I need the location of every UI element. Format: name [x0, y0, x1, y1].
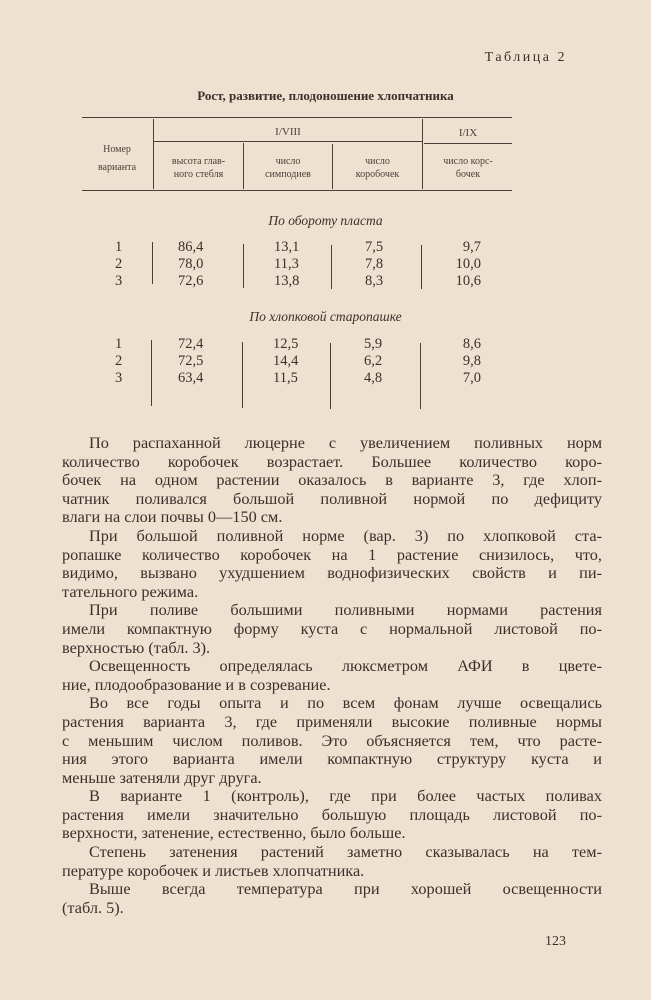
text-line: ропашке количество коробочек на 1 растение снизилось, что,	[62, 544, 602, 564]
paragraph	[62, 657, 602, 694]
text-line: верхности, затенение, естественно, было больше.	[62, 823, 406, 843]
variant-column	[115, 239, 122, 290]
column-divider	[243, 244, 244, 288]
cell: 7,0	[462, 370, 481, 386]
height-column	[178, 239, 203, 290]
header-line: варианта	[97, 162, 137, 173]
paragraph	[62, 601, 602, 657]
cell: 4,8	[364, 370, 383, 386]
header-line: бочек	[455, 169, 481, 180]
text-line: Степень затенения растений заметно сказывалась на тем-	[89, 842, 602, 862]
cell: 9,7	[462, 239, 481, 255]
text-line: меньше затеняли друг друга.	[62, 767, 262, 787]
header-line: коробочек	[355, 169, 400, 180]
cell: 11,3	[274, 256, 299, 272]
table-title: Рост, развитие, плодоношение хлопчатника	[197, 88, 454, 103]
text-line: пературе коробочек и листьев хлопчатника.	[62, 860, 365, 880]
cell: 2	[115, 353, 123, 369]
cell: 1	[115, 239, 123, 255]
cell: 72,4	[178, 336, 204, 352]
text-line: По распаханной люцерне с увеличением поливных норм	[89, 433, 602, 452]
cell: 7,8	[365, 256, 384, 272]
header-line: число	[365, 156, 390, 167]
column-divider	[242, 342, 243, 408]
column-divider	[152, 242, 153, 284]
paragraph	[62, 787, 602, 843]
cell: 63,4	[178, 370, 204, 386]
section-title: По обороту пласта	[268, 213, 383, 228]
text-line: (табл. 5).	[62, 897, 124, 917]
text-line: с меньшим числом поливов. Это объясняется тем, что расте-	[62, 730, 602, 750]
text-line: видимо, вызвано ухудшением воднофизических свойств и пи-	[62, 563, 602, 583]
header-group-2: I/IX	[458, 127, 478, 139]
cell: 10,6	[455, 273, 481, 289]
group-rule	[424, 143, 512, 144]
table-label: Таблица 2	[484, 50, 567, 65]
text-line: чатник поливался большой поливной нормой по дефициту	[62, 488, 602, 508]
text-line: имели компактную форму куста с нормальной листовой по-	[62, 618, 602, 638]
group-rule	[154, 141, 422, 142]
header-bottom-rule	[82, 190, 512, 191]
text-line: количество коробочек возрастает. Большее количество коро-	[62, 451, 602, 471]
cell: 9,8	[462, 353, 481, 369]
bolls-column	[364, 336, 382, 387]
cell: 3	[115, 370, 123, 386]
paragraph	[62, 843, 602, 880]
text-line: верхностью (табл. 3).	[62, 637, 211, 657]
header-line: ного стебля	[173, 169, 224, 180]
bolls-ix-column	[451, 336, 481, 387]
cell: 3	[115, 273, 123, 289]
cell: 78,0	[178, 256, 204, 272]
variant-column	[115, 336, 122, 387]
cell: 14,4	[273, 353, 299, 369]
column-divider	[421, 245, 422, 289]
header-line: число корс-	[443, 156, 493, 167]
cell: 12,5	[273, 336, 299, 352]
page-number: 123	[545, 934, 566, 949]
text-line: растения имели значительно большую площадь листовой по-	[62, 804, 602, 824]
cell: 11,5	[273, 370, 298, 386]
cell: 1	[115, 336, 123, 352]
cell: 13,8	[274, 273, 300, 289]
column-divider	[151, 340, 152, 406]
cell: 72,6	[178, 273, 204, 289]
text-line: Освещенность определялась люксметром АФИ в цвете-	[89, 656, 602, 676]
section-title: По хлопковой старопашке	[249, 309, 402, 324]
body-text	[62, 434, 602, 917]
header-line: число	[275, 156, 301, 167]
column-divider	[330, 343, 331, 409]
header-col-height	[154, 155, 243, 181]
sympodia-column	[274, 239, 299, 290]
header-col-bolls	[333, 155, 422, 181]
paragraph	[62, 880, 602, 917]
cell: 5,9	[364, 336, 383, 352]
text-line: Выше всегда температура при хорошей освещенности	[89, 879, 602, 899]
paragraph	[62, 694, 602, 787]
header-line: Номер	[103, 144, 131, 155]
bolls-ix-column	[451, 239, 481, 290]
cell: 8,3	[365, 273, 384, 289]
text-line: влаги на слои почвы 0—150 см.	[62, 507, 283, 527]
header-col-bolls-ix	[424, 155, 512, 181]
cell: 72,5	[178, 353, 204, 369]
header-group-1: I/VIII	[275, 126, 301, 138]
column-divider	[422, 119, 423, 189]
header-line: симподиев	[265, 169, 311, 180]
bolls-column	[365, 239, 383, 290]
text-line: растения варианта 3, где применяли высокие поливные нормы	[62, 711, 602, 731]
cell: 6,2	[364, 353, 383, 369]
cell: 2	[115, 256, 123, 272]
header-variant	[82, 141, 152, 177]
height-column	[178, 336, 203, 387]
text-line: бочек на одном растении оказалось в варианте 3, где хлоп-	[62, 470, 602, 490]
sympodia-column	[273, 336, 298, 387]
text-line: Во все годы опыта и по всем фонам лучше освещались	[89, 693, 602, 713]
column-divider	[420, 343, 421, 409]
table-top-rule	[82, 117, 512, 118]
cell: 86,4	[178, 239, 204, 255]
column-divider	[331, 245, 332, 289]
text-line: При большой поливной норме (вар. 3) по хлопковой ста-	[89, 525, 602, 545]
header-line: высота глав-	[171, 156, 226, 167]
cell: 7,5	[365, 239, 384, 255]
header-col-sympodia	[244, 155, 332, 181]
text-line: В варианте 1 (контроль), где при более частых поливах	[89, 786, 602, 806]
text-line: ние, плодообразование и в созревание.	[62, 674, 331, 694]
text-line: тательного режима.	[62, 581, 199, 601]
text-line: ния этого варианта имели компактную структуру куста и	[62, 749, 602, 769]
paragraph	[62, 434, 602, 527]
text-line: При поливе большими поливными нормами растения	[89, 600, 602, 620]
cell: 10,0	[455, 256, 481, 272]
cell: 8,6	[462, 336, 481, 352]
paragraph	[62, 527, 602, 601]
cell: 13,1	[274, 239, 300, 255]
